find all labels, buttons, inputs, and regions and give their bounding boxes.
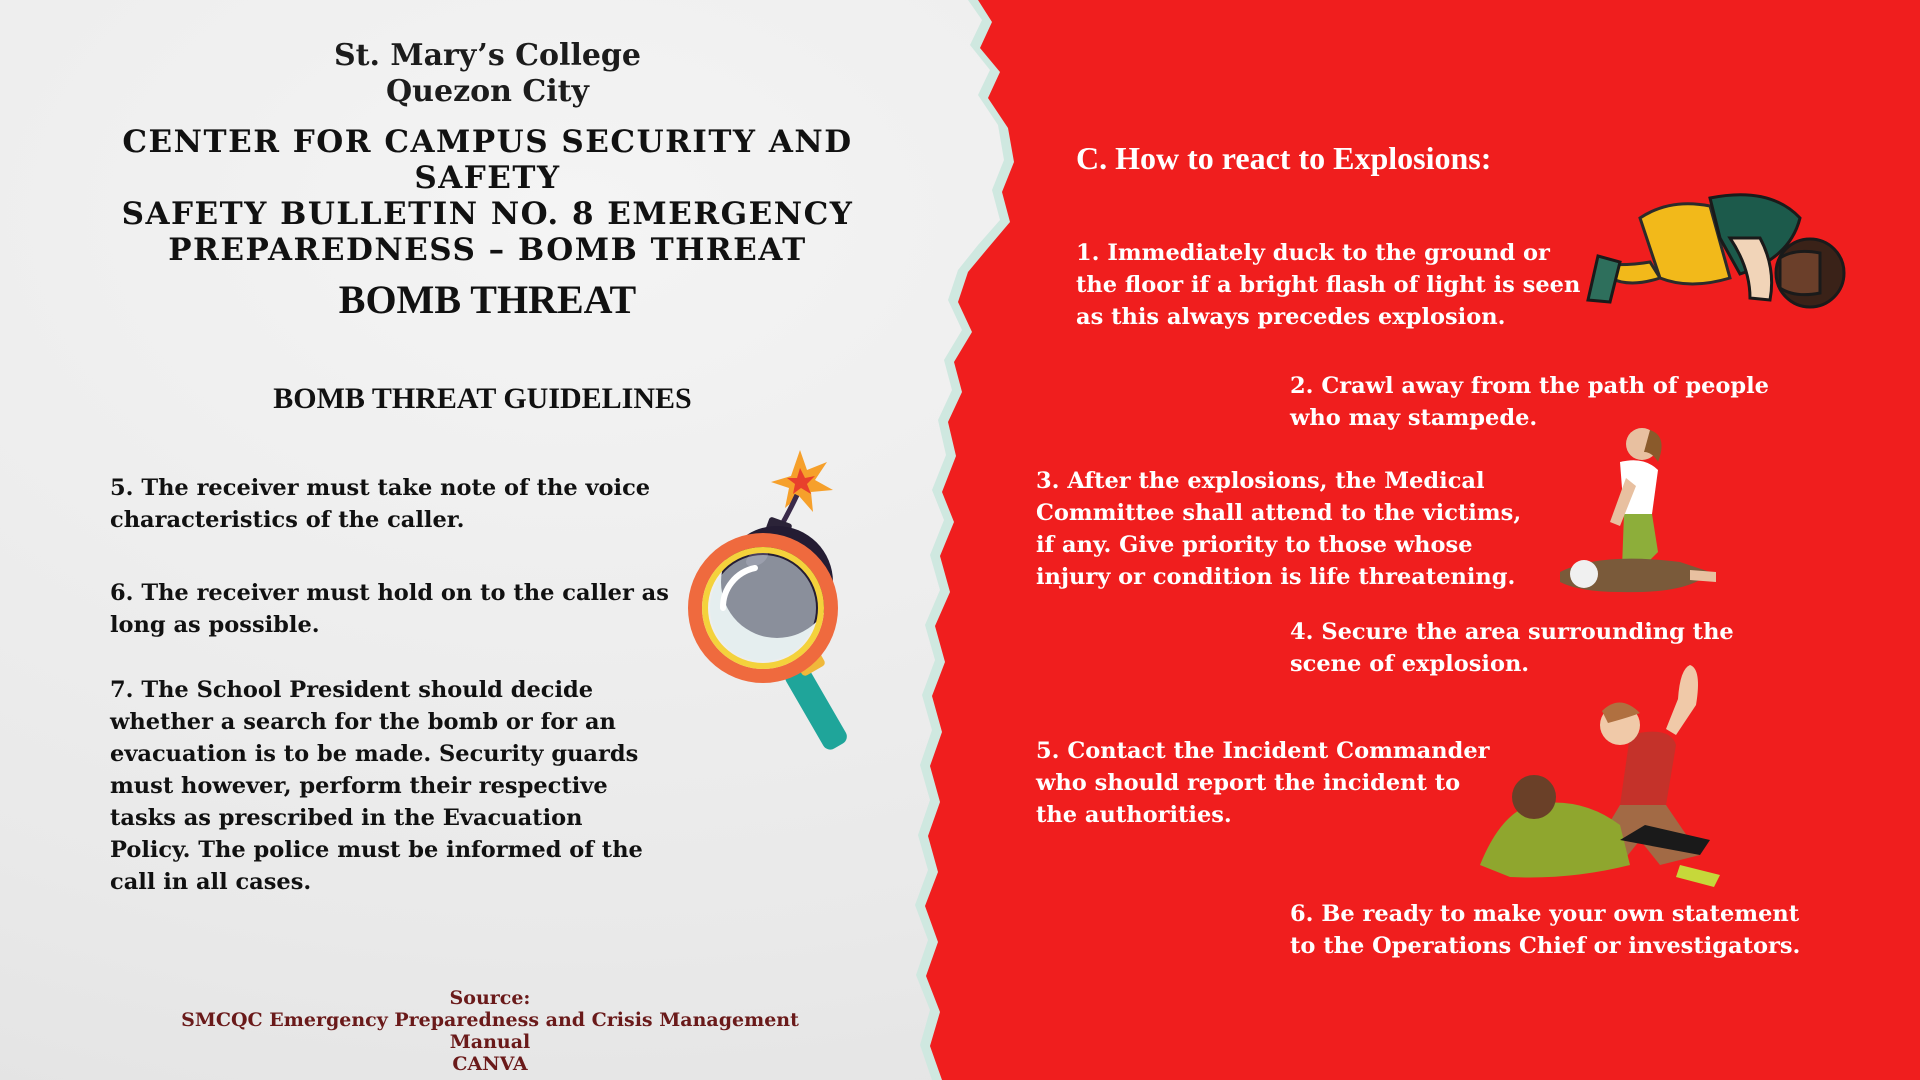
guideline-item-5: 5. The receiver must take note of the voice characteristics of the caller. bbox=[110, 475, 651, 533]
source-canva: CANVA bbox=[452, 1053, 528, 1075]
heading-line-1: CENTER FOR CAMPUS SECURITY AND SAFETY bbox=[122, 124, 853, 196]
first-aid-helper-icon bbox=[1470, 665, 1770, 895]
college-city: Quezon City bbox=[386, 74, 589, 109]
bomb-threat-title: BOMB THREAT bbox=[338, 277, 637, 322]
cpr-responder-icon bbox=[1540, 422, 1730, 607]
bulletin-heading bbox=[70, 124, 905, 268]
ducking-person-icon bbox=[1580, 178, 1850, 338]
source-block bbox=[140, 987, 840, 1075]
heading-line-3: PREPAREDNESS – BOMB THREAT bbox=[168, 232, 807, 268]
explosion-step-6: 6. Be ready to make your own statement to the Operations Chief or investigators. bbox=[1290, 901, 1801, 959]
source-label: Source: bbox=[449, 987, 531, 1009]
explosions-title: C. How to react to Explosions: bbox=[1076, 140, 1492, 176]
explosion-step-2: 2. Crawl away from the path of people who may stampede. bbox=[1290, 373, 1769, 431]
college-header bbox=[300, 38, 675, 110]
explosion-step-1: 1. Immediately duck to the ground or the floor if a bright flash of light is seen as this always precedes explosion. bbox=[1076, 240, 1581, 330]
guidelines-title: BOMB THREAT GUIDELINES bbox=[273, 382, 692, 415]
college-name: St. Mary’s College bbox=[333, 38, 641, 73]
bomb-magnifier-icon bbox=[685, 440, 875, 770]
explosion-step-3: 3. After the explosions, the Medical Committee shall attend to the victims, if any. Give priority to those whose injury or condition is life threatening. bbox=[1036, 468, 1522, 590]
explosion-step-5: 5. Contact the Incident Commander who should report the incident to the authorities. bbox=[1036, 738, 1490, 828]
explosion-step-4: 4. Secure the area surrounding the scene of explosion. bbox=[1290, 619, 1734, 677]
source-manual: SMCQC Emergency Preparedness and Crisis Management Manual bbox=[181, 1009, 799, 1053]
guideline-item-6: 6. The receiver must hold on to the caller as long as possible. bbox=[110, 580, 669, 638]
guideline-item-7: 7. The School President should decide whether a search for the bomb or for an evacuation is to be made. Security guards must however, perform their respective tasks as prescribed in the Evacuation Policy. The police must be informed of the call in all cases. bbox=[110, 677, 643, 895]
heading-line-2: SAFETY BULLETIN NO. 8 EMERGENCY bbox=[121, 196, 854, 232]
